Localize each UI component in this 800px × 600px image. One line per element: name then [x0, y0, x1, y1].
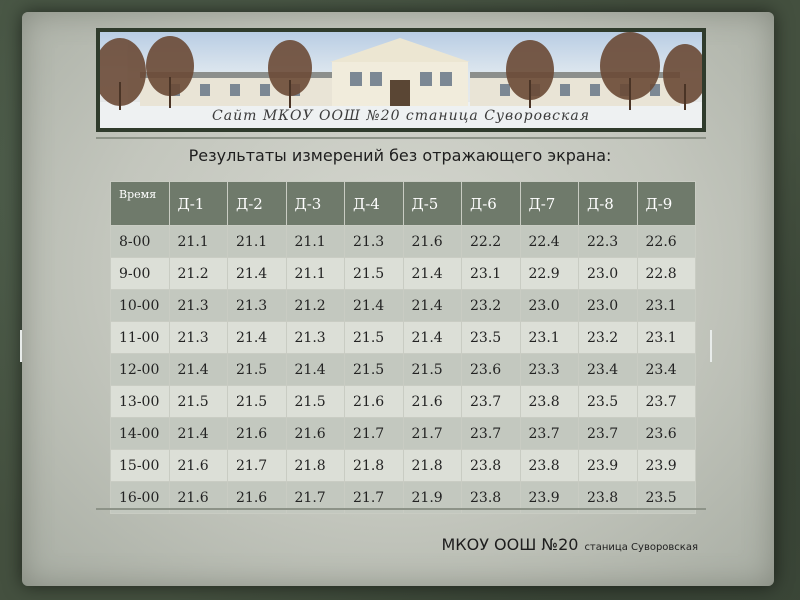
value-cell: 21.2	[169, 258, 228, 290]
footer	[441, 535, 698, 554]
value-cell: 23.7	[637, 386, 696, 418]
value-cell: 22.8	[637, 258, 696, 290]
value-cell: 21.3	[228, 290, 287, 322]
bottom-divider	[96, 508, 706, 510]
value-cell: 21.1	[169, 226, 228, 258]
value-cell: 23.8	[579, 482, 638, 514]
time-cell: 14-00	[111, 418, 170, 450]
value-cell: 23.0	[579, 290, 638, 322]
value-cell: 23.1	[637, 290, 696, 322]
value-cell: 23.9	[579, 450, 638, 482]
value-cell: 23.2	[579, 322, 638, 354]
time-cell: 8-00	[111, 226, 170, 258]
table-row	[111, 418, 696, 450]
measurements-table	[110, 181, 696, 514]
time-cell: 13-00	[111, 386, 170, 418]
column-header: Д-4	[345, 182, 404, 226]
column-header: Д-8	[579, 182, 638, 226]
value-cell: 21.5	[403, 354, 462, 386]
value-cell: 23.9	[520, 482, 579, 514]
value-cell: 21.4	[169, 418, 228, 450]
value-cell: 21.1	[286, 226, 345, 258]
time-cell: 11-00	[111, 322, 170, 354]
value-cell: 22.6	[637, 226, 696, 258]
value-cell: 22.4	[520, 226, 579, 258]
value-cell: 21.4	[345, 290, 404, 322]
value-cell: 21.4	[403, 290, 462, 322]
time-cell: 15-00	[111, 450, 170, 482]
table-header-row	[111, 182, 696, 226]
value-cell: 21.5	[286, 386, 345, 418]
value-cell: 23.3	[520, 354, 579, 386]
value-cell: 23.8	[462, 482, 521, 514]
table-body	[111, 226, 696, 514]
banner-caption: Сайт МКОУ ООШ №20 станица Суворовская	[212, 108, 590, 124]
value-cell: 23.1	[520, 322, 579, 354]
value-cell: 23.8	[520, 386, 579, 418]
value-cell: 21.5	[345, 322, 404, 354]
table-row	[111, 354, 696, 386]
value-cell: 22.2	[462, 226, 521, 258]
value-cell: 21.3	[345, 226, 404, 258]
value-cell: 21.8	[286, 450, 345, 482]
value-cell: 21.7	[403, 418, 462, 450]
value-cell: 21.7	[345, 482, 404, 514]
banner-photo	[100, 32, 702, 128]
value-cell: 21.3	[169, 322, 228, 354]
value-cell: 23.1	[637, 322, 696, 354]
value-cell: 23.5	[579, 386, 638, 418]
value-cell: 21.6	[403, 226, 462, 258]
value-cell: 23.6	[462, 354, 521, 386]
time-cell: 16-00	[111, 482, 170, 514]
column-header: Д-2	[228, 182, 287, 226]
page-title: Результаты измерений без отражающего экрана:	[188, 146, 612, 165]
value-cell: 23.6	[637, 418, 696, 450]
value-cell: 23.0	[579, 258, 638, 290]
value-cell: 21.5	[228, 386, 287, 418]
value-cell: 21.9	[403, 482, 462, 514]
value-cell: 23.4	[579, 354, 638, 386]
time-cell: 12-00	[111, 354, 170, 386]
column-header: Д-3	[286, 182, 345, 226]
column-header: Время	[111, 182, 170, 226]
value-cell: 23.8	[462, 450, 521, 482]
value-cell: 21.1	[286, 258, 345, 290]
time-cell: 9-00	[111, 258, 170, 290]
value-cell: 21.6	[169, 450, 228, 482]
value-cell: 23.5	[637, 482, 696, 514]
value-cell: 21.4	[169, 354, 228, 386]
value-cell: 23.7	[520, 418, 579, 450]
value-cell: 21.3	[286, 322, 345, 354]
time-cell: 10-00	[111, 290, 170, 322]
right-edge-mark	[710, 330, 712, 362]
table-row	[111, 386, 696, 418]
value-cell: 21.7	[286, 482, 345, 514]
value-cell: 21.5	[169, 386, 228, 418]
column-header: Д-9	[637, 182, 696, 226]
value-cell: 21.6	[286, 418, 345, 450]
value-cell: 21.6	[228, 482, 287, 514]
value-cell: 23.1	[462, 258, 521, 290]
left-edge-mark	[20, 330, 22, 362]
value-cell: 21.3	[169, 290, 228, 322]
column-header: Д-5	[403, 182, 462, 226]
table-row	[111, 226, 696, 258]
value-cell: 21.1	[228, 226, 287, 258]
value-cell: 21.7	[228, 450, 287, 482]
value-cell: 21.4	[403, 258, 462, 290]
value-cell: 21.4	[228, 322, 287, 354]
value-cell: 23.0	[520, 290, 579, 322]
value-cell: 23.8	[520, 450, 579, 482]
table-row	[111, 290, 696, 322]
value-cell: 21.6	[403, 386, 462, 418]
footer-school: МКОУ ООШ №20	[441, 535, 579, 554]
value-cell: 23.7	[462, 386, 521, 418]
value-cell: 22.9	[520, 258, 579, 290]
footer-place: станица Суворовская	[584, 542, 698, 553]
value-cell: 22.3	[579, 226, 638, 258]
value-cell: 21.2	[286, 290, 345, 322]
value-cell: 21.4	[228, 258, 287, 290]
value-cell: 21.8	[345, 450, 404, 482]
value-cell: 21.4	[403, 322, 462, 354]
column-header: Д-7	[520, 182, 579, 226]
value-cell: 21.6	[345, 386, 404, 418]
value-cell: 21.7	[345, 418, 404, 450]
value-cell: 23.2	[462, 290, 521, 322]
value-cell: 21.4	[286, 354, 345, 386]
value-cell: 21.5	[345, 258, 404, 290]
column-header: Д-6	[462, 182, 521, 226]
table-row	[111, 258, 696, 290]
value-cell: 23.9	[637, 450, 696, 482]
value-cell: 23.4	[637, 354, 696, 386]
value-cell: 21.6	[169, 482, 228, 514]
column-header: Д-1	[169, 182, 228, 226]
value-cell: 21.8	[403, 450, 462, 482]
value-cell: 21.5	[228, 354, 287, 386]
top-divider	[96, 137, 706, 139]
value-cell: 23.7	[579, 418, 638, 450]
value-cell: 23.5	[462, 322, 521, 354]
value-cell: 21.5	[345, 354, 404, 386]
school-banner	[96, 28, 706, 132]
value-cell: 21.6	[228, 418, 287, 450]
table-row	[111, 450, 696, 482]
value-cell: 23.7	[462, 418, 521, 450]
table-row	[111, 322, 696, 354]
